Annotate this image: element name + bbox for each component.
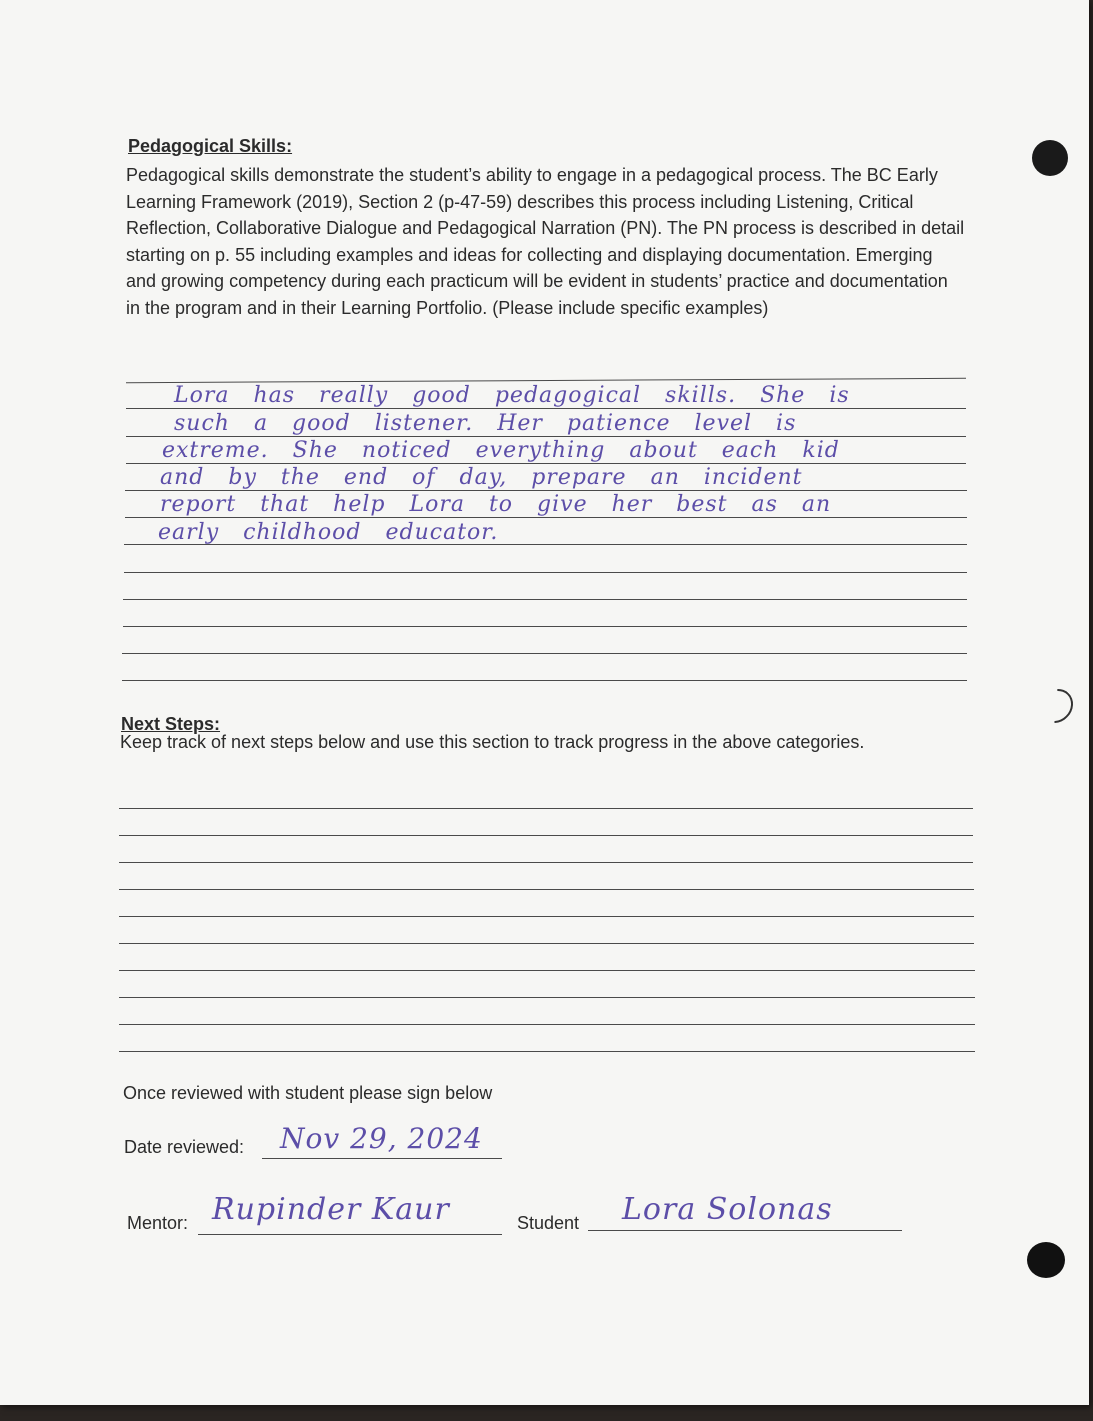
binder-hole <box>1032 140 1068 176</box>
date-reviewed-value: Nov 29, 2024 <box>280 1122 483 1155</box>
student-signature-line <box>588 1230 902 1231</box>
ruled-line <box>123 599 967 600</box>
binder-hole <box>1027 1242 1065 1278</box>
student-label: Student <box>517 1213 580 1233</box>
binder-hole-mark <box>1032 682 1080 730</box>
mentor-signature: Rupinder Kaur <box>212 1192 450 1227</box>
handwritten-comment-line: early childhood educator. <box>158 520 499 545</box>
ruled-line <box>125 517 967 518</box>
ruled-line <box>119 1024 975 1025</box>
ruled-line <box>119 997 975 998</box>
next-steps-description: Keep track of next steps below and use this section to track progress in the above categories. <box>120 732 865 752</box>
ruled-line <box>119 1051 975 1052</box>
ruled-line <box>126 408 966 409</box>
ruled-line <box>119 835 973 836</box>
ruled-line <box>124 572 967 573</box>
ruled-line <box>126 463 966 464</box>
review-instruction: Once reviewed with student please sign below <box>123 1083 493 1103</box>
pedagogical-skills-description: Pedagogical skills demonstrate the student’s ability to engage in a pedagogical process. The BC Early Learning Framework (2019), Section 2 (p-47-59) describes this process including Listening, Critical Reflection, Collaborative Dialogue and Pedagogical Narration (PN). The PN process is described in detail starting on p. 55 including examples and ideas for collecting and displaying documentation. Emerging and growing competency during each practicum will be evident in students’ practice and documentation in the program and in their Learning Portfolio. (Please include specific examples) <box>126 165 965 318</box>
ruled-line <box>119 889 974 890</box>
ruled-line <box>123 626 967 627</box>
ruled-line <box>119 943 974 944</box>
next-steps-heading: Next Steps: <box>121 714 221 734</box>
handwritten-comment-line: and by the end of day, prepare an incident <box>160 465 803 490</box>
mentor-label: Mentor: <box>127 1213 189 1233</box>
date-signature-line <box>262 1158 502 1159</box>
ruled-line <box>126 436 966 437</box>
ruled-line <box>122 680 967 681</box>
student-signature: Lora Solonas <box>622 1192 833 1227</box>
mentor-signature-line <box>198 1234 502 1235</box>
ruled-line <box>119 862 973 863</box>
ruled-line <box>119 970 975 971</box>
ruled-line <box>119 916 974 917</box>
ruled-line <box>125 490 967 491</box>
ruled-line <box>122 653 967 654</box>
handwritten-comment-line: Lora has really good pedagogical skills. She is <box>174 383 850 408</box>
handwritten-comment-line: report that help Lora to give her best as an <box>160 492 832 517</box>
date-reviewed-label: Date reviewed: <box>124 1137 245 1157</box>
handwritten-comment-line: extreme. She noticed everything about each kid <box>162 438 840 463</box>
handwritten-comment-line: such a good listener. Her patience level is <box>174 411 797 436</box>
pedagogical-skills-heading: Pedagogical Skills: <box>128 136 293 156</box>
ruled-line <box>119 808 973 809</box>
